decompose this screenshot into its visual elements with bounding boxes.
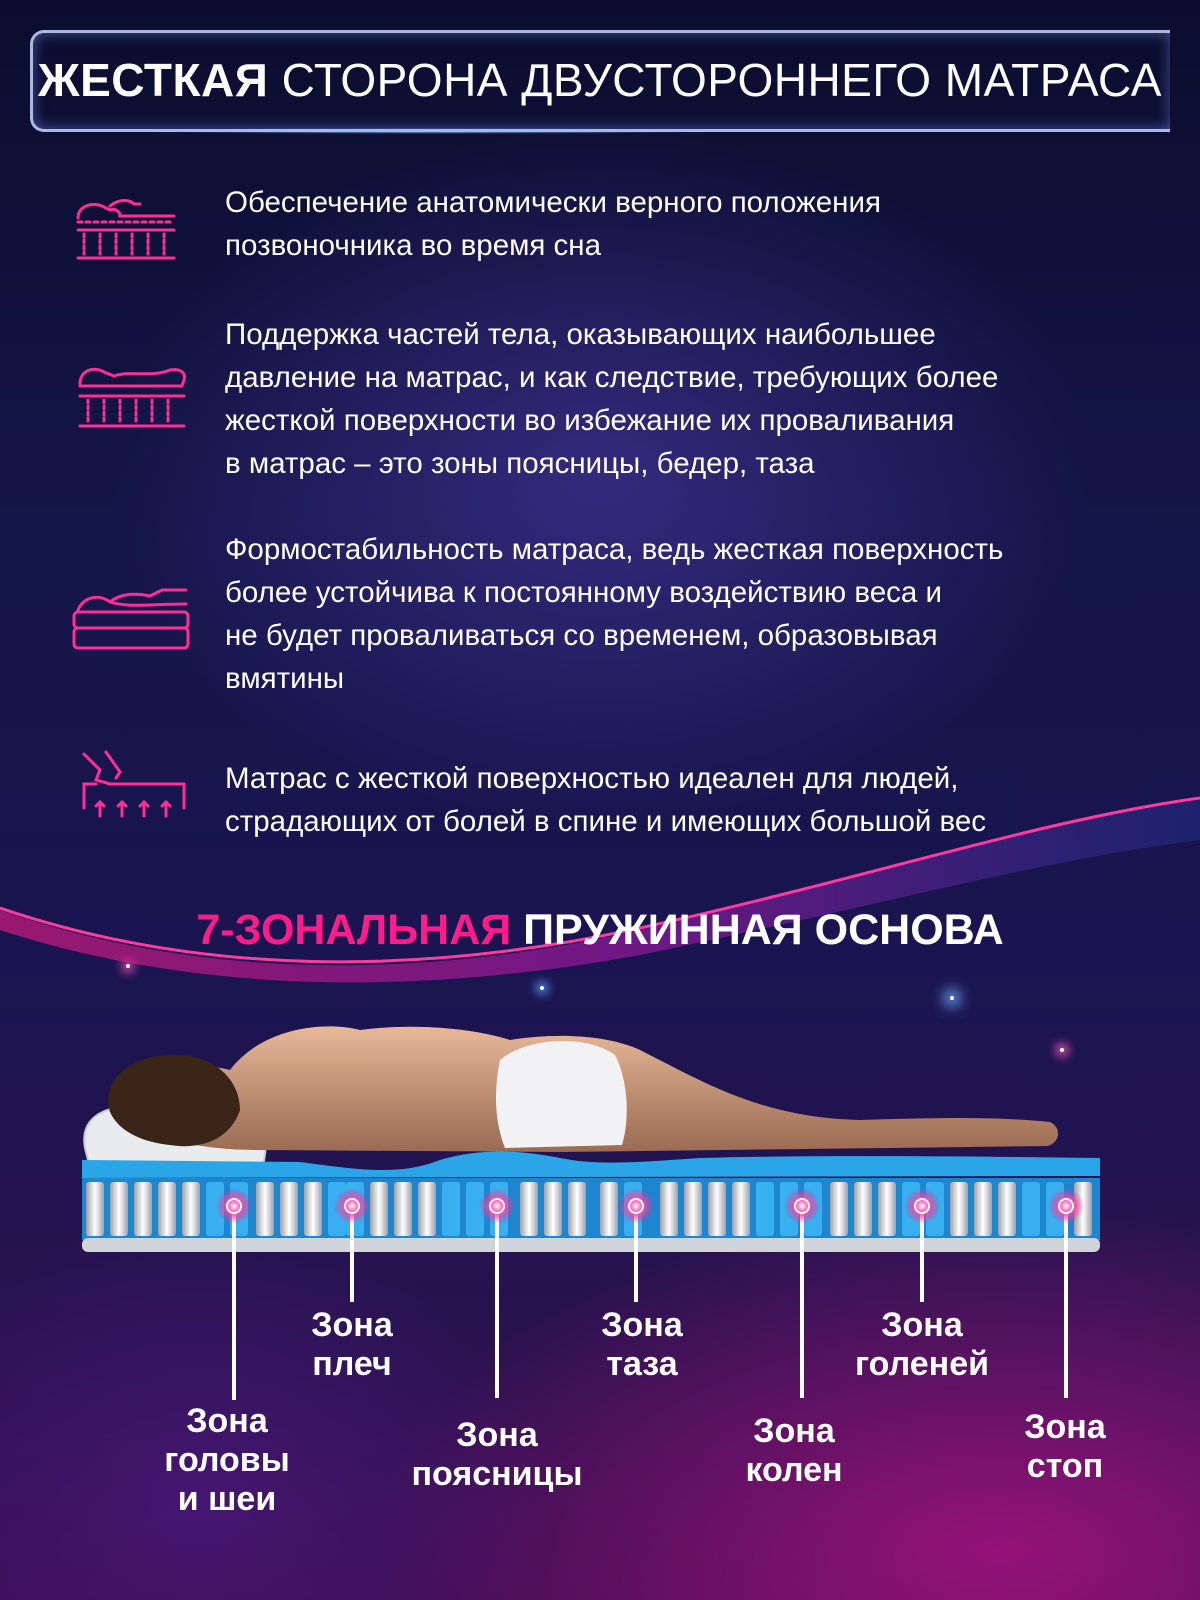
zone-label-knees: Зона колен	[745, 1412, 843, 1489]
page-title	[0, 53, 1200, 107]
zone-line-head	[232, 1290, 236, 1400]
form-stability-icon	[70, 582, 195, 662]
title-rest: СТОРОНА ДВУСТОРОННЕГО МАТРАСА	[268, 54, 1162, 106]
zone-label-shins: Зона голеней	[854, 1306, 990, 1383]
zone-label-head-neck: Зона головы и шеи	[164, 1402, 290, 1518]
mattress-illustration	[0, 1000, 1200, 1290]
feature-text-2: Поддержка частей тела, оказывающих наибольшее давление на матрас, и как следствие, требующих более жесткой поверхности во избежание их проваливания в матрас – это зоны поясницы, бедер, таза	[225, 318, 999, 480]
spine-alignment-icon	[70, 188, 195, 268]
zones-title-white: ПРУЖИННАЯ ОСНОВА	[511, 906, 1004, 954]
zones-title-pink: 7-ЗОНАЛЬНАЯ	[196, 906, 512, 954]
title-bold: ЖЕСТКАЯ	[38, 54, 269, 106]
zone-label-lumbar: Зона поясницы	[411, 1416, 583, 1493]
body-support-icon	[70, 356, 195, 436]
zone-line-shoulders	[350, 1290, 354, 1302]
feature-text-1: Обеспечение анатомически верного положения позвоночника во время сна	[225, 186, 881, 262]
feature-text-3: Формостабильность матраса, ведь жесткая поверхность более устойчива к постоянному воздействию веса и не будет проваливаться со временем, образовывая вмятины	[225, 533, 1004, 695]
zone-line-pelvis	[634, 1290, 638, 1302]
zone-line-lumbar	[495, 1290, 499, 1398]
zone-line-knees	[800, 1290, 804, 1398]
zone-label-pelvis: Зона таза	[601, 1306, 683, 1383]
zone-label-shoulders: Зона плеч	[311, 1306, 393, 1383]
zones-section-title	[0, 906, 1200, 955]
zone-label-feet: Зона стоп	[1024, 1408, 1106, 1485]
zone-line-feet	[1064, 1290, 1068, 1398]
title-glow	[120, 128, 740, 134]
zone-line-shins	[920, 1290, 924, 1302]
feature-text-4: Матрас с жесткой поверхностью идеален для людей, страдающих от болей в спине и имеющих большой вес	[225, 762, 987, 838]
decorative-swoosh	[0, 780, 1200, 1000]
